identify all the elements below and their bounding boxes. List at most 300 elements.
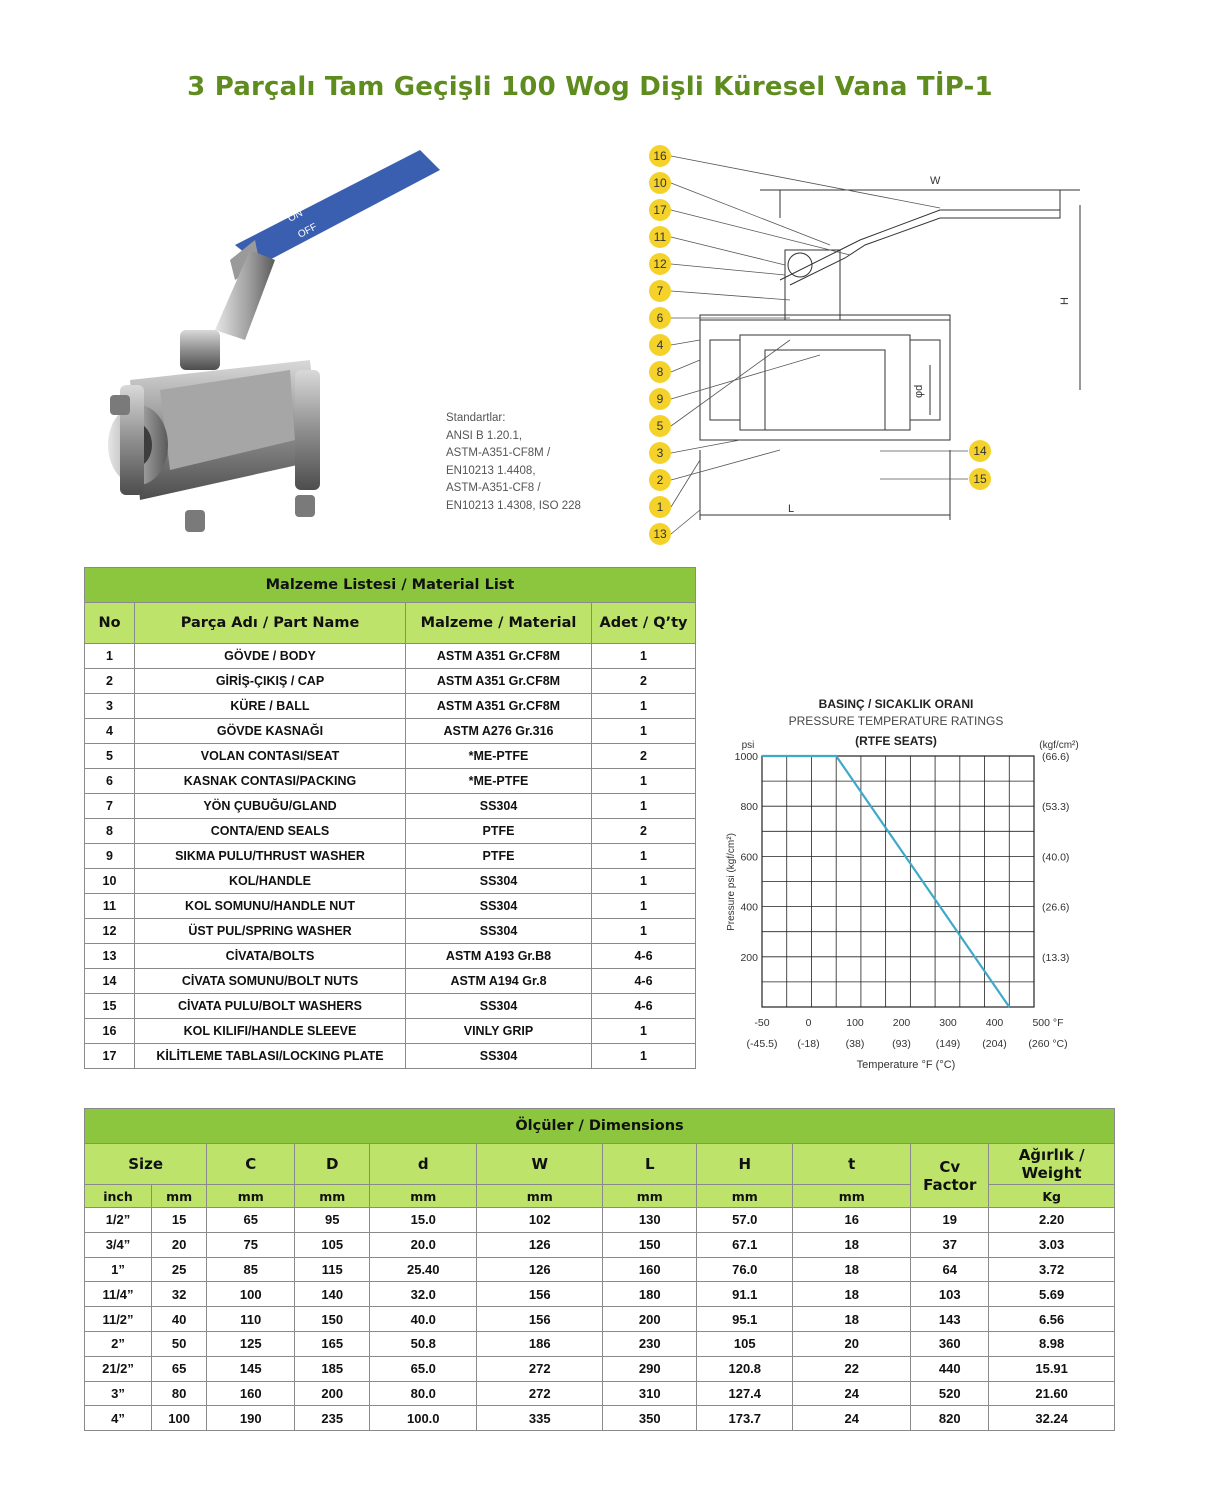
table-cell: KİLİTLEME TABLASI/LOCKING PLATE	[135, 1044, 406, 1069]
table-cell: 24	[793, 1406, 911, 1431]
table-cell: 20.0	[370, 1232, 477, 1257]
dimensions-table	[84, 1108, 1115, 1431]
table-cell: 4”	[85, 1406, 152, 1431]
table-cell: 2	[592, 819, 696, 844]
table-cell: ASTM A351 Gr.CF8M	[406, 669, 592, 694]
unit-mm: mm	[603, 1185, 697, 1208]
table-cell: 20	[793, 1331, 911, 1356]
callout-label: 1	[656, 500, 664, 514]
table-cell: ASTM A193 Gr.B8	[406, 944, 592, 969]
table-cell: 145	[207, 1356, 295, 1381]
table-cell: 2	[85, 669, 135, 694]
table-cell: 127.4	[697, 1381, 793, 1406]
table-cell: SS304	[406, 1044, 592, 1069]
table-cell: 3”	[85, 1381, 152, 1406]
callout-label: 7	[656, 284, 664, 298]
table-cell: 186	[477, 1331, 603, 1356]
x-tick-label-celsius: (260 °C)	[1028, 1038, 1068, 1050]
table-cell: 18	[793, 1282, 911, 1307]
table-row	[85, 669, 696, 694]
table-cell: 20	[152, 1232, 207, 1257]
table-cell: 22	[793, 1356, 911, 1381]
svg-text:W: W	[930, 175, 941, 187]
table-cell: 8.98	[989, 1331, 1115, 1356]
table-cell: 310	[603, 1381, 697, 1406]
table-cell: 1/2”	[85, 1208, 152, 1233]
table-cell: 190	[207, 1406, 295, 1431]
table-row	[85, 1356, 1115, 1381]
table-cell: 32.0	[370, 1282, 477, 1307]
table-cell: 3	[85, 694, 135, 719]
table-row	[85, 1282, 1115, 1307]
callout-label: 2	[656, 473, 664, 487]
callout-leader	[671, 291, 790, 300]
table-cell: 1	[592, 719, 696, 744]
table-cell: 10	[85, 869, 135, 894]
technical-drawing	[640, 140, 1100, 550]
table-row	[85, 719, 696, 744]
standards-line: ASTM-A351-CF8 /	[446, 482, 541, 494]
callout-leader	[671, 340, 700, 345]
x-tick-label-celsius: (-45.5)	[746, 1038, 778, 1050]
unit-kg: Kg	[989, 1185, 1115, 1208]
callout-label: 12	[653, 257, 667, 271]
col-header-w: W	[477, 1144, 603, 1185]
table-cell: 335	[477, 1406, 603, 1431]
table-cell: CİVATA PULU/BOLT WASHERS	[135, 994, 406, 1019]
table-cell: 820	[911, 1406, 989, 1431]
table-cell: 12	[85, 919, 135, 944]
table-cell: 11/4”	[85, 1282, 152, 1307]
table-cell: 3.72	[989, 1257, 1115, 1282]
y-axis-label: Pressure psi (kgf/cm²)	[726, 833, 737, 931]
table-cell: PTFE	[406, 844, 592, 869]
table-cell: SS304	[406, 794, 592, 819]
table-cell: 95.1	[697, 1307, 793, 1332]
material-list-caption: Malzeme Listesi / Material List	[85, 568, 696, 603]
table-cell: 272	[477, 1356, 603, 1381]
standards-label: Standartlar:	[446, 412, 506, 424]
table-cell: 130	[603, 1208, 697, 1233]
y-tick-label: 200	[740, 951, 758, 964]
dimensions-caption: Ölçüler / Dimensions	[85, 1109, 1115, 1144]
table-cell: 25.40	[370, 1257, 477, 1282]
col-header-t: t	[793, 1144, 911, 1185]
table-cell: GÖVDE KASNAĞI	[135, 719, 406, 744]
table-cell: YÖN ÇUBUĞU/GLAND	[135, 794, 406, 819]
table-cell: 5.69	[989, 1282, 1115, 1307]
table-cell: 15	[152, 1208, 207, 1233]
table-cell: KOL KILIFI/HANDLE SLEEVE	[135, 1019, 406, 1044]
table-cell: 24	[793, 1381, 911, 1406]
table-cell: 7	[85, 794, 135, 819]
col-header-size: Size	[85, 1144, 207, 1185]
table-row	[85, 1232, 1115, 1257]
callout-leader	[671, 355, 820, 399]
col-header-material: Malzeme / Material	[406, 603, 592, 644]
col-header-no: No	[85, 603, 135, 644]
table-cell: 143	[911, 1307, 989, 1332]
unit-mm: mm	[477, 1185, 603, 1208]
table-cell: KASNAK CONTASI/PACKING	[135, 769, 406, 794]
table-cell: VOLAN CONTASI/SEAT	[135, 744, 406, 769]
svg-text:OFF: OFF	[296, 221, 320, 241]
svg-text:φd: φd	[913, 384, 925, 398]
table-cell: 120.8	[697, 1356, 793, 1381]
standards-line: EN10213 1.4408,	[446, 464, 536, 477]
callout-label: 17	[653, 203, 667, 217]
col-header-part-name: Parça Adı / Part Name	[135, 603, 406, 644]
table-cell: 37	[911, 1232, 989, 1257]
table-cell: 8	[85, 819, 135, 844]
col-header-D: D	[295, 1144, 370, 1185]
table-cell: 1	[85, 644, 135, 669]
svg-text:H: H	[1059, 297, 1071, 305]
table-cell: SS304	[406, 919, 592, 944]
table-cell: 25	[152, 1257, 207, 1282]
table-cell: 15.0	[370, 1208, 477, 1233]
table-cell: 1	[592, 769, 696, 794]
table-cell: 230	[603, 1331, 697, 1356]
table-cell: PTFE	[406, 819, 592, 844]
table-cell: 65	[152, 1356, 207, 1381]
table-cell: 85	[207, 1257, 295, 1282]
table-cell: 1	[592, 869, 696, 894]
x-axis-label: Temperature °F (°C)	[856, 1059, 956, 1071]
callout-label: 10	[653, 176, 667, 190]
table-cell: 156	[477, 1282, 603, 1307]
col-header-d: d	[370, 1144, 477, 1185]
table-cell: 6.56	[989, 1307, 1115, 1332]
table-cell: 140	[295, 1282, 370, 1307]
table-cell: 156	[477, 1307, 603, 1332]
callout-label: 8	[656, 365, 664, 379]
table-row	[85, 819, 696, 844]
col-header-h: H	[697, 1144, 793, 1185]
callout-leader	[671, 183, 830, 245]
x-tick-label: 300	[939, 1017, 957, 1029]
y-tick-label-right: (13.3)	[1042, 951, 1070, 964]
standards-line: ANSI B 1.20.1,	[446, 429, 523, 442]
x-tick-label: 200	[892, 1017, 911, 1029]
x-tick-label-celsius: (149)	[935, 1038, 961, 1050]
table-row	[85, 869, 696, 894]
callout-label: 6	[656, 311, 664, 325]
x-tick-label: 0	[805, 1017, 812, 1029]
table-row	[85, 1257, 1115, 1282]
table-cell: CİVATA/BOLTS	[135, 944, 406, 969]
table-cell: KÜRE / BALL	[135, 694, 406, 719]
y-tick-label: 800	[740, 801, 758, 814]
table-cell: 360	[911, 1331, 989, 1356]
table-cell: 1	[592, 919, 696, 944]
unit-mm: mm	[793, 1185, 911, 1208]
callout-label: 5	[656, 419, 664, 433]
table-cell: 4-6	[592, 994, 696, 1019]
y-tick-label-right: (53.3)	[1042, 801, 1070, 814]
y-tick-label: 1000	[734, 751, 758, 763]
y-unit-left: psi	[741, 740, 755, 751]
table-row	[85, 844, 696, 869]
table-cell: 1	[592, 644, 696, 669]
table-cell: ÜST PUL/SPRING WASHER	[135, 919, 406, 944]
chart-subtitle: PRESSURE TEMPERATURE RATINGS	[788, 714, 1004, 728]
table-cell: 1	[592, 1044, 696, 1069]
table-row	[85, 919, 696, 944]
y-tick-label-right: (26.6)	[1042, 901, 1070, 914]
table-cell: 1	[592, 894, 696, 919]
x-tick-label-celsius: (-18)	[797, 1038, 820, 1050]
table-cell: 1	[592, 1019, 696, 1044]
table-cell: 19	[911, 1208, 989, 1233]
table-cell: 200	[603, 1307, 697, 1332]
table-row	[85, 1208, 1115, 1233]
table-cell: 80	[152, 1381, 207, 1406]
table-cell: 4-6	[592, 944, 696, 969]
table-cell: 2”	[85, 1331, 152, 1356]
table-row	[85, 1044, 696, 1069]
table-cell: KOL SOMUNU/HANDLE NUT	[135, 894, 406, 919]
y-tick-label-right: (66.6)	[1042, 751, 1070, 763]
col-header-c: C	[207, 1144, 295, 1185]
valve-photo	[100, 140, 460, 550]
col-header-cv-factor: Cv Factor	[911, 1144, 989, 1208]
table-row	[85, 744, 696, 769]
chart-title: BASINÇ / SICAKLIK ORANI	[818, 697, 974, 711]
svg-text:L: L	[788, 503, 795, 515]
table-cell: ASTM A351 Gr.CF8M	[406, 694, 592, 719]
table-row	[85, 694, 696, 719]
table-cell: 40.0	[370, 1307, 477, 1332]
callout-leader	[671, 156, 940, 208]
table-cell: 3/4”	[85, 1232, 152, 1257]
callout-leader	[671, 210, 850, 255]
standards-line: EN10213 1.4308, ISO 228	[446, 499, 581, 512]
table-cell: 100	[152, 1406, 207, 1431]
table-cell: 21.60	[989, 1381, 1115, 1406]
table-cell: SS304	[406, 994, 592, 1019]
table-row	[85, 944, 696, 969]
callouts-right	[880, 440, 991, 490]
chart-subtitle-seats: (RTFE SEATS)	[855, 734, 937, 748]
callout-label: 3	[656, 446, 664, 460]
table-cell: 5	[85, 744, 135, 769]
table-cell: 80.0	[370, 1381, 477, 1406]
table-cell: 32.24	[989, 1406, 1115, 1431]
callout-leader	[671, 460, 700, 507]
table-cell: 350	[603, 1406, 697, 1431]
col-header-l: L	[603, 1144, 697, 1185]
table-cell: 75	[207, 1232, 295, 1257]
table-row	[85, 994, 696, 1019]
y-tick-label: 600	[740, 851, 758, 864]
table-cell: 40	[152, 1307, 207, 1332]
callout-leader	[671, 440, 740, 453]
table-cell: 126	[477, 1232, 603, 1257]
table-cell: ASTM A276 Gr.316	[406, 719, 592, 744]
table-cell: 103	[911, 1282, 989, 1307]
callout-leader	[671, 510, 700, 534]
table-cell: CİVATA SOMUNU/BOLT NUTS	[135, 969, 406, 994]
table-cell: 1	[592, 694, 696, 719]
table-cell: 100	[207, 1282, 295, 1307]
table-cell: 15.91	[989, 1356, 1115, 1381]
table-cell: 76.0	[697, 1257, 793, 1282]
table-cell: 32	[152, 1282, 207, 1307]
table-cell: 13	[85, 944, 135, 969]
y-unit-right: (kgf/cm²)	[1039, 740, 1079, 751]
callout-label: 11	[653, 230, 667, 244]
unit-mm: mm	[152, 1185, 207, 1208]
y-tick-label-right: (40.0)	[1042, 851, 1070, 864]
table-cell: 160	[207, 1381, 295, 1406]
table-cell: 1”	[85, 1257, 152, 1282]
unit-mm: mm	[207, 1185, 295, 1208]
unit-mm: mm	[370, 1185, 477, 1208]
table-cell: 126	[477, 1257, 603, 1282]
table-cell: 165	[295, 1331, 370, 1356]
table-cell: 15	[85, 994, 135, 1019]
page-title: 3 Parçalı Tam Geçişli 100 Wog Dişli Küresel Vana TİP-1	[187, 72, 993, 102]
table-row	[85, 1019, 696, 1044]
callout-leader	[671, 237, 785, 265]
table-cell: 14	[85, 969, 135, 994]
callout-leader	[671, 450, 780, 480]
callout-leader	[671, 360, 700, 372]
table-cell: 105	[295, 1232, 370, 1257]
unit-mm: mm	[295, 1185, 370, 1208]
table-cell: SS304	[406, 894, 592, 919]
table-row	[85, 1381, 1115, 1406]
table-cell: 9	[85, 844, 135, 869]
callout-label: 14	[973, 444, 987, 458]
table-cell: 290	[603, 1356, 697, 1381]
table-cell: SS304	[406, 869, 592, 894]
table-cell: 150	[295, 1307, 370, 1332]
callout-label: 16	[653, 149, 667, 163]
table-cell: 18	[793, 1257, 911, 1282]
table-cell: 4	[85, 719, 135, 744]
svg-text:ON: ON	[286, 207, 305, 225]
table-cell: 115	[295, 1257, 370, 1282]
table-cell: 4-6	[592, 969, 696, 994]
table-cell: ASTM A351 Gr.CF8M	[406, 644, 592, 669]
table-cell: 95	[295, 1208, 370, 1233]
table-cell: 65.0	[370, 1356, 477, 1381]
x-tick-label-celsius: (93)	[892, 1038, 911, 1050]
table-cell: 272	[477, 1381, 603, 1406]
table-cell: 2.20	[989, 1208, 1115, 1233]
table-cell: 100.0	[370, 1406, 477, 1431]
table-row	[85, 644, 696, 669]
x-tick-label: 100	[846, 1017, 864, 1029]
table-cell: 173.7	[697, 1406, 793, 1431]
table-row	[85, 1406, 1115, 1431]
table-cell: 3.03	[989, 1232, 1115, 1257]
callouts-left	[649, 145, 940, 545]
pressure-temperature-chart	[716, 690, 1116, 1080]
callout-leader	[671, 340, 790, 426]
table-cell: 1	[592, 794, 696, 819]
callout-label: 13	[653, 527, 667, 541]
x-tick-label: 400	[985, 1017, 1004, 1029]
callout-label: 9	[656, 392, 664, 406]
material-list-table	[84, 567, 696, 1069]
table-cell: 50.8	[370, 1331, 477, 1356]
table-cell: 18	[793, 1307, 911, 1332]
table-row	[85, 1331, 1115, 1356]
table-cell: 64	[911, 1257, 989, 1282]
table-cell: 200	[295, 1381, 370, 1406]
unit-inch: inch	[85, 1185, 152, 1208]
col-header-weight: Ağırlık / Weight	[989, 1144, 1115, 1185]
callout-leader	[671, 264, 785, 275]
table-cell: *ME-PTFE	[406, 744, 592, 769]
table-cell: 65	[207, 1208, 295, 1233]
x-tick-label-celsius: (204)	[982, 1038, 1007, 1050]
x-tick-label: 500 °F	[1032, 1017, 1064, 1029]
table-row	[85, 894, 696, 919]
table-cell: 50	[152, 1331, 207, 1356]
table-cell: 105	[697, 1331, 793, 1356]
col-header-qty: Adet / Q’ty	[592, 603, 696, 644]
table-cell: 150	[603, 1232, 697, 1257]
table-cell: SIKMA PULU/THRUST WASHER	[135, 844, 406, 869]
table-cell: 67.1	[697, 1232, 793, 1257]
table-cell: 2	[592, 744, 696, 769]
table-cell: 520	[911, 1381, 989, 1406]
table-row	[85, 969, 696, 994]
table-row	[85, 794, 696, 819]
table-cell: 180	[603, 1282, 697, 1307]
table-cell: KOL/HANDLE	[135, 869, 406, 894]
table-cell: 6	[85, 769, 135, 794]
table-cell: 110	[207, 1307, 295, 1332]
table-cell: GÖVDE / BODY	[135, 644, 406, 669]
unit-mm: mm	[697, 1185, 793, 1208]
table-row	[85, 769, 696, 794]
table-cell: 18	[793, 1232, 911, 1257]
table-cell: 11	[85, 894, 135, 919]
table-cell: VINLY GRIP	[406, 1019, 592, 1044]
table-cell: 235	[295, 1406, 370, 1431]
callout-label: 15	[973, 472, 987, 486]
table-cell: 102	[477, 1208, 603, 1233]
table-row	[85, 1307, 1115, 1332]
x-tick-label: -50	[754, 1017, 770, 1029]
table-cell: 160	[603, 1257, 697, 1282]
table-cell: 57.0	[697, 1208, 793, 1233]
table-cell: 16	[793, 1208, 911, 1233]
table-cell: 16	[85, 1019, 135, 1044]
table-cell: 185	[295, 1356, 370, 1381]
table-cell: 21/2”	[85, 1356, 152, 1381]
table-cell: ASTM A194 Gr.8	[406, 969, 592, 994]
standards-line: ASTM-A351-CF8M /	[446, 447, 551, 459]
x-tick-label-celsius: (38)	[845, 1038, 865, 1050]
y-tick-label: 400	[740, 901, 758, 914]
table-cell: 440	[911, 1356, 989, 1381]
standards-text	[446, 410, 581, 515]
table-cell: 2	[592, 669, 696, 694]
table-cell: 11/2”	[85, 1307, 152, 1332]
table-cell: *ME-PTFE	[406, 769, 592, 794]
table-cell: 17	[85, 1044, 135, 1069]
table-cell: CONTA/END SEALS	[135, 819, 406, 844]
table-cell: 1	[592, 844, 696, 869]
table-cell: 91.1	[697, 1282, 793, 1307]
callout-label: 4	[656, 338, 664, 352]
